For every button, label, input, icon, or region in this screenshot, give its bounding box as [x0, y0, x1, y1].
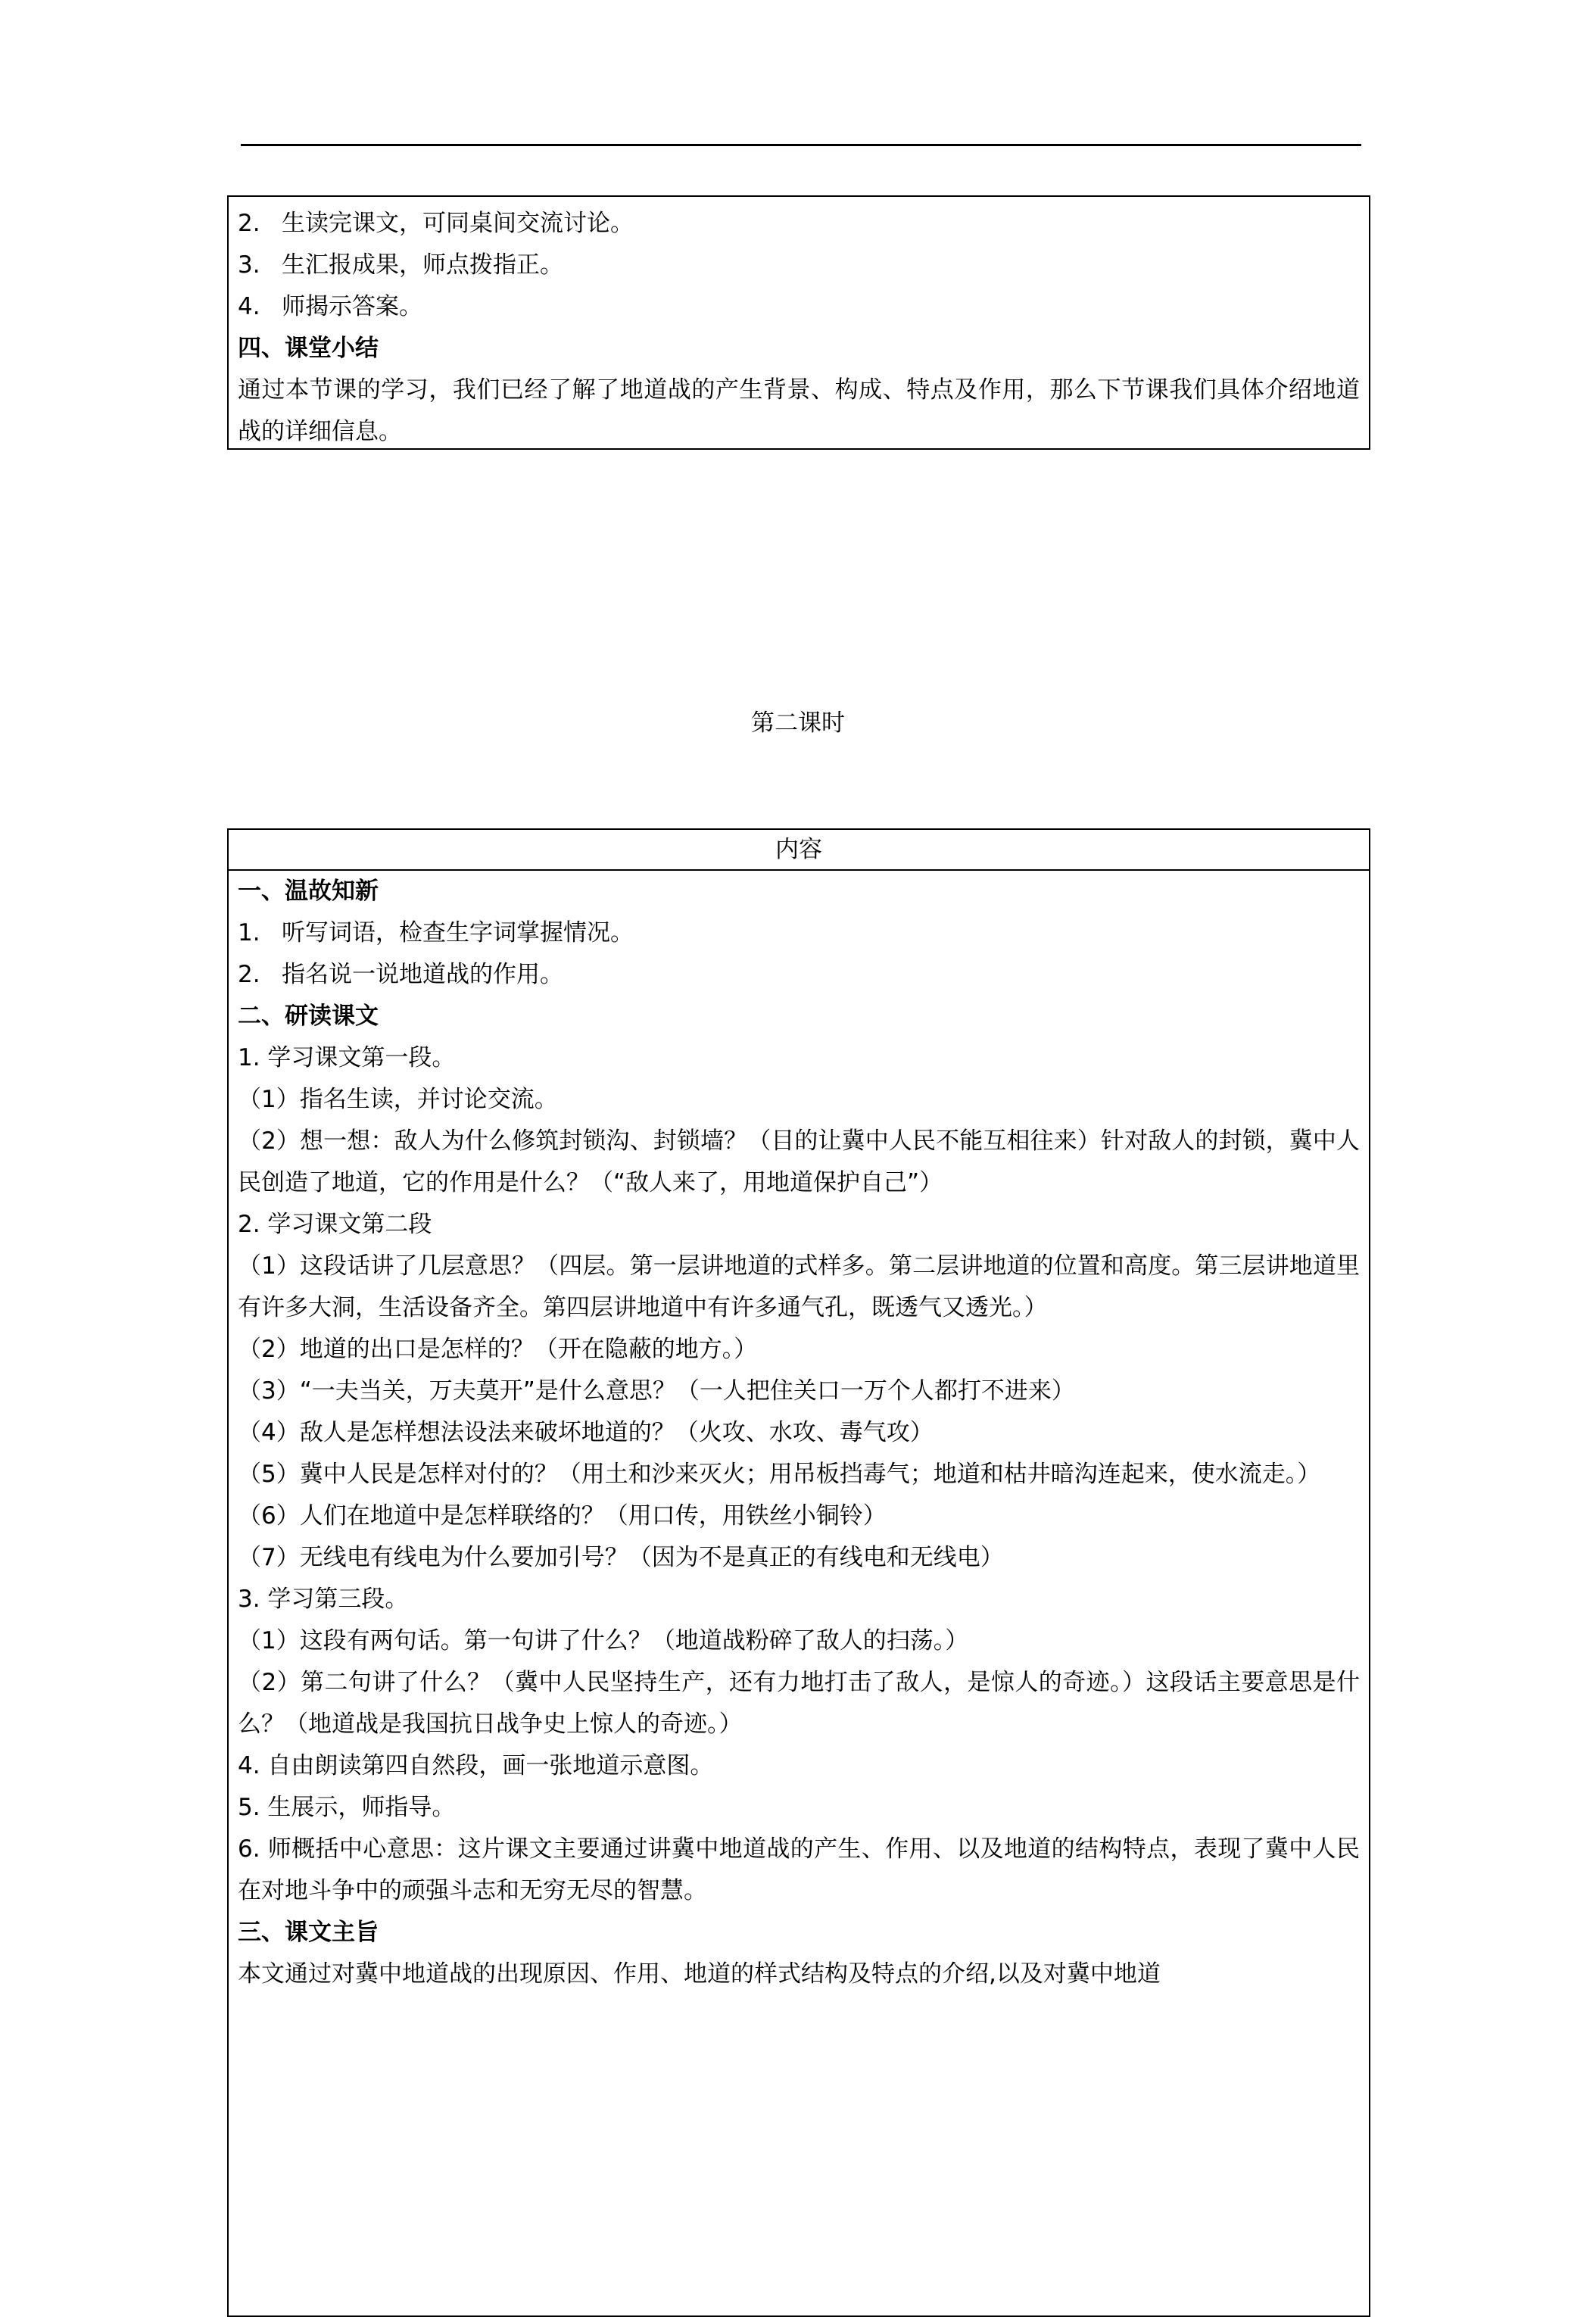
- list-item: 4. 师揭示答案。: [238, 293, 422, 320]
- paragraph: （6）人们在地道中是怎样联络的？（用口传，用铁丝小铜铃）: [238, 1502, 887, 1530]
- paragraph: 5. 生展示，师指导。: [238, 1794, 456, 1821]
- paragraph: （4）敌人是怎样想法设法来破坏地道的？（火攻、水攻、毒气攻）: [238, 1419, 934, 1446]
- header-rule: [241, 144, 1361, 146]
- paragraph: （3）“一夫当关，万夫莫开”是什么意思？（一人把住关口一万个人都打不进来）: [238, 1377, 1075, 1405]
- list-item: 2. 指名说一说地道战的作用。: [238, 961, 563, 988]
- section-heading: 三、课文主旨: [238, 1919, 379, 1946]
- section-heading: 一、温故知新: [238, 878, 379, 905]
- list-item: 1. 听写词语，检查生字词掌握情况。: [238, 919, 634, 946]
- summary-paragraph: 通过本节课的学习，我们已经了解了地道战的产生背景、构成、特点及作用，那么下节课我们具体介绍地道战的详细信息。: [238, 376, 1360, 445]
- section-heading: 二、研读课文: [238, 1003, 379, 1030]
- table-header: 内容: [229, 830, 1369, 871]
- list-item: 2. 生读完课文，可同桌间交流讨论。: [238, 210, 634, 237]
- paragraph: （2）地道的出口是怎样的？（开在隐蔽的地方。）: [238, 1336, 758, 1363]
- paragraph: （2）第二句讲了什么？（冀中人民坚持生产，还有力地打击了敌人，是惊人的奇迹。）这段话主要意思是什么？（地道战是我国抗日战争史上惊人的奇迹。）: [238, 1669, 1360, 1738]
- paragraph: （1）这段有两句话。第一句讲了什么？（地道战粉碎了敌人的扫荡。）: [238, 1627, 969, 1654]
- content-table: [227, 828, 1370, 2317]
- paragraph: 本文通过对冀中地道战的出现原因、作用、地道的样式结构及特点的介绍,以及对冀中地道: [238, 1960, 1161, 1988]
- section-heading: 四、课堂小结: [238, 335, 379, 362]
- paragraph: 3. 学习第三段。: [238, 1586, 409, 1613]
- paragraph: 1. 学习课文第一段。: [238, 1044, 456, 1071]
- paragraph: （7）无线电有线电为什么要加引号？（因为不是真正的有线电和无线电）: [238, 1544, 1004, 1571]
- paragraph: （1）指名生读，并讨论交流。: [238, 1086, 558, 1113]
- session-title: 第二课时: [751, 709, 845, 737]
- paragraph: 4. 自由朗读第四自然段，画一张地道示意图。: [238, 1752, 714, 1779]
- list-item: 3. 生汇报成果，师点拨指正。: [238, 251, 563, 279]
- paragraph: （5）冀中人民是怎样对付的？（用土和沙来灭火；用吊板挡毒气；地道和枯井暗沟连起来，使水流走。）: [238, 1461, 1321, 1488]
- paragraph: （2）想一想：敌人为什么修筑封锁沟、封锁墙？（目的让冀中人民不能互相往来）针对敌人的封锁，冀中人民创造了地道，它的作用是什么？（“敌人来了，用地道保护自己”）: [238, 1127, 1360, 1196]
- table-cell: [229, 871, 1369, 1995]
- paragraph: 6. 师概括中心意思：这片课文主要通过讲冀中地道战的产生、作用、以及地道的结构特点，表现了冀中人民在对地斗争中的顽强斗志和无穷无尽的智慧。: [238, 1835, 1360, 1904]
- paragraph: （1）这段话讲了几层意思？（四层。第一层讲地道的式样多。第二层讲地道的位置和高度。第三层讲地道里有许多大洞，生活设备齐全。第四层讲地道中有许多通气孔，既透气又透光。）: [238, 1252, 1360, 1321]
- paragraph: 2. 学习课文第二段: [238, 1211, 432, 1238]
- lesson-steps-box: [227, 195, 1370, 450]
